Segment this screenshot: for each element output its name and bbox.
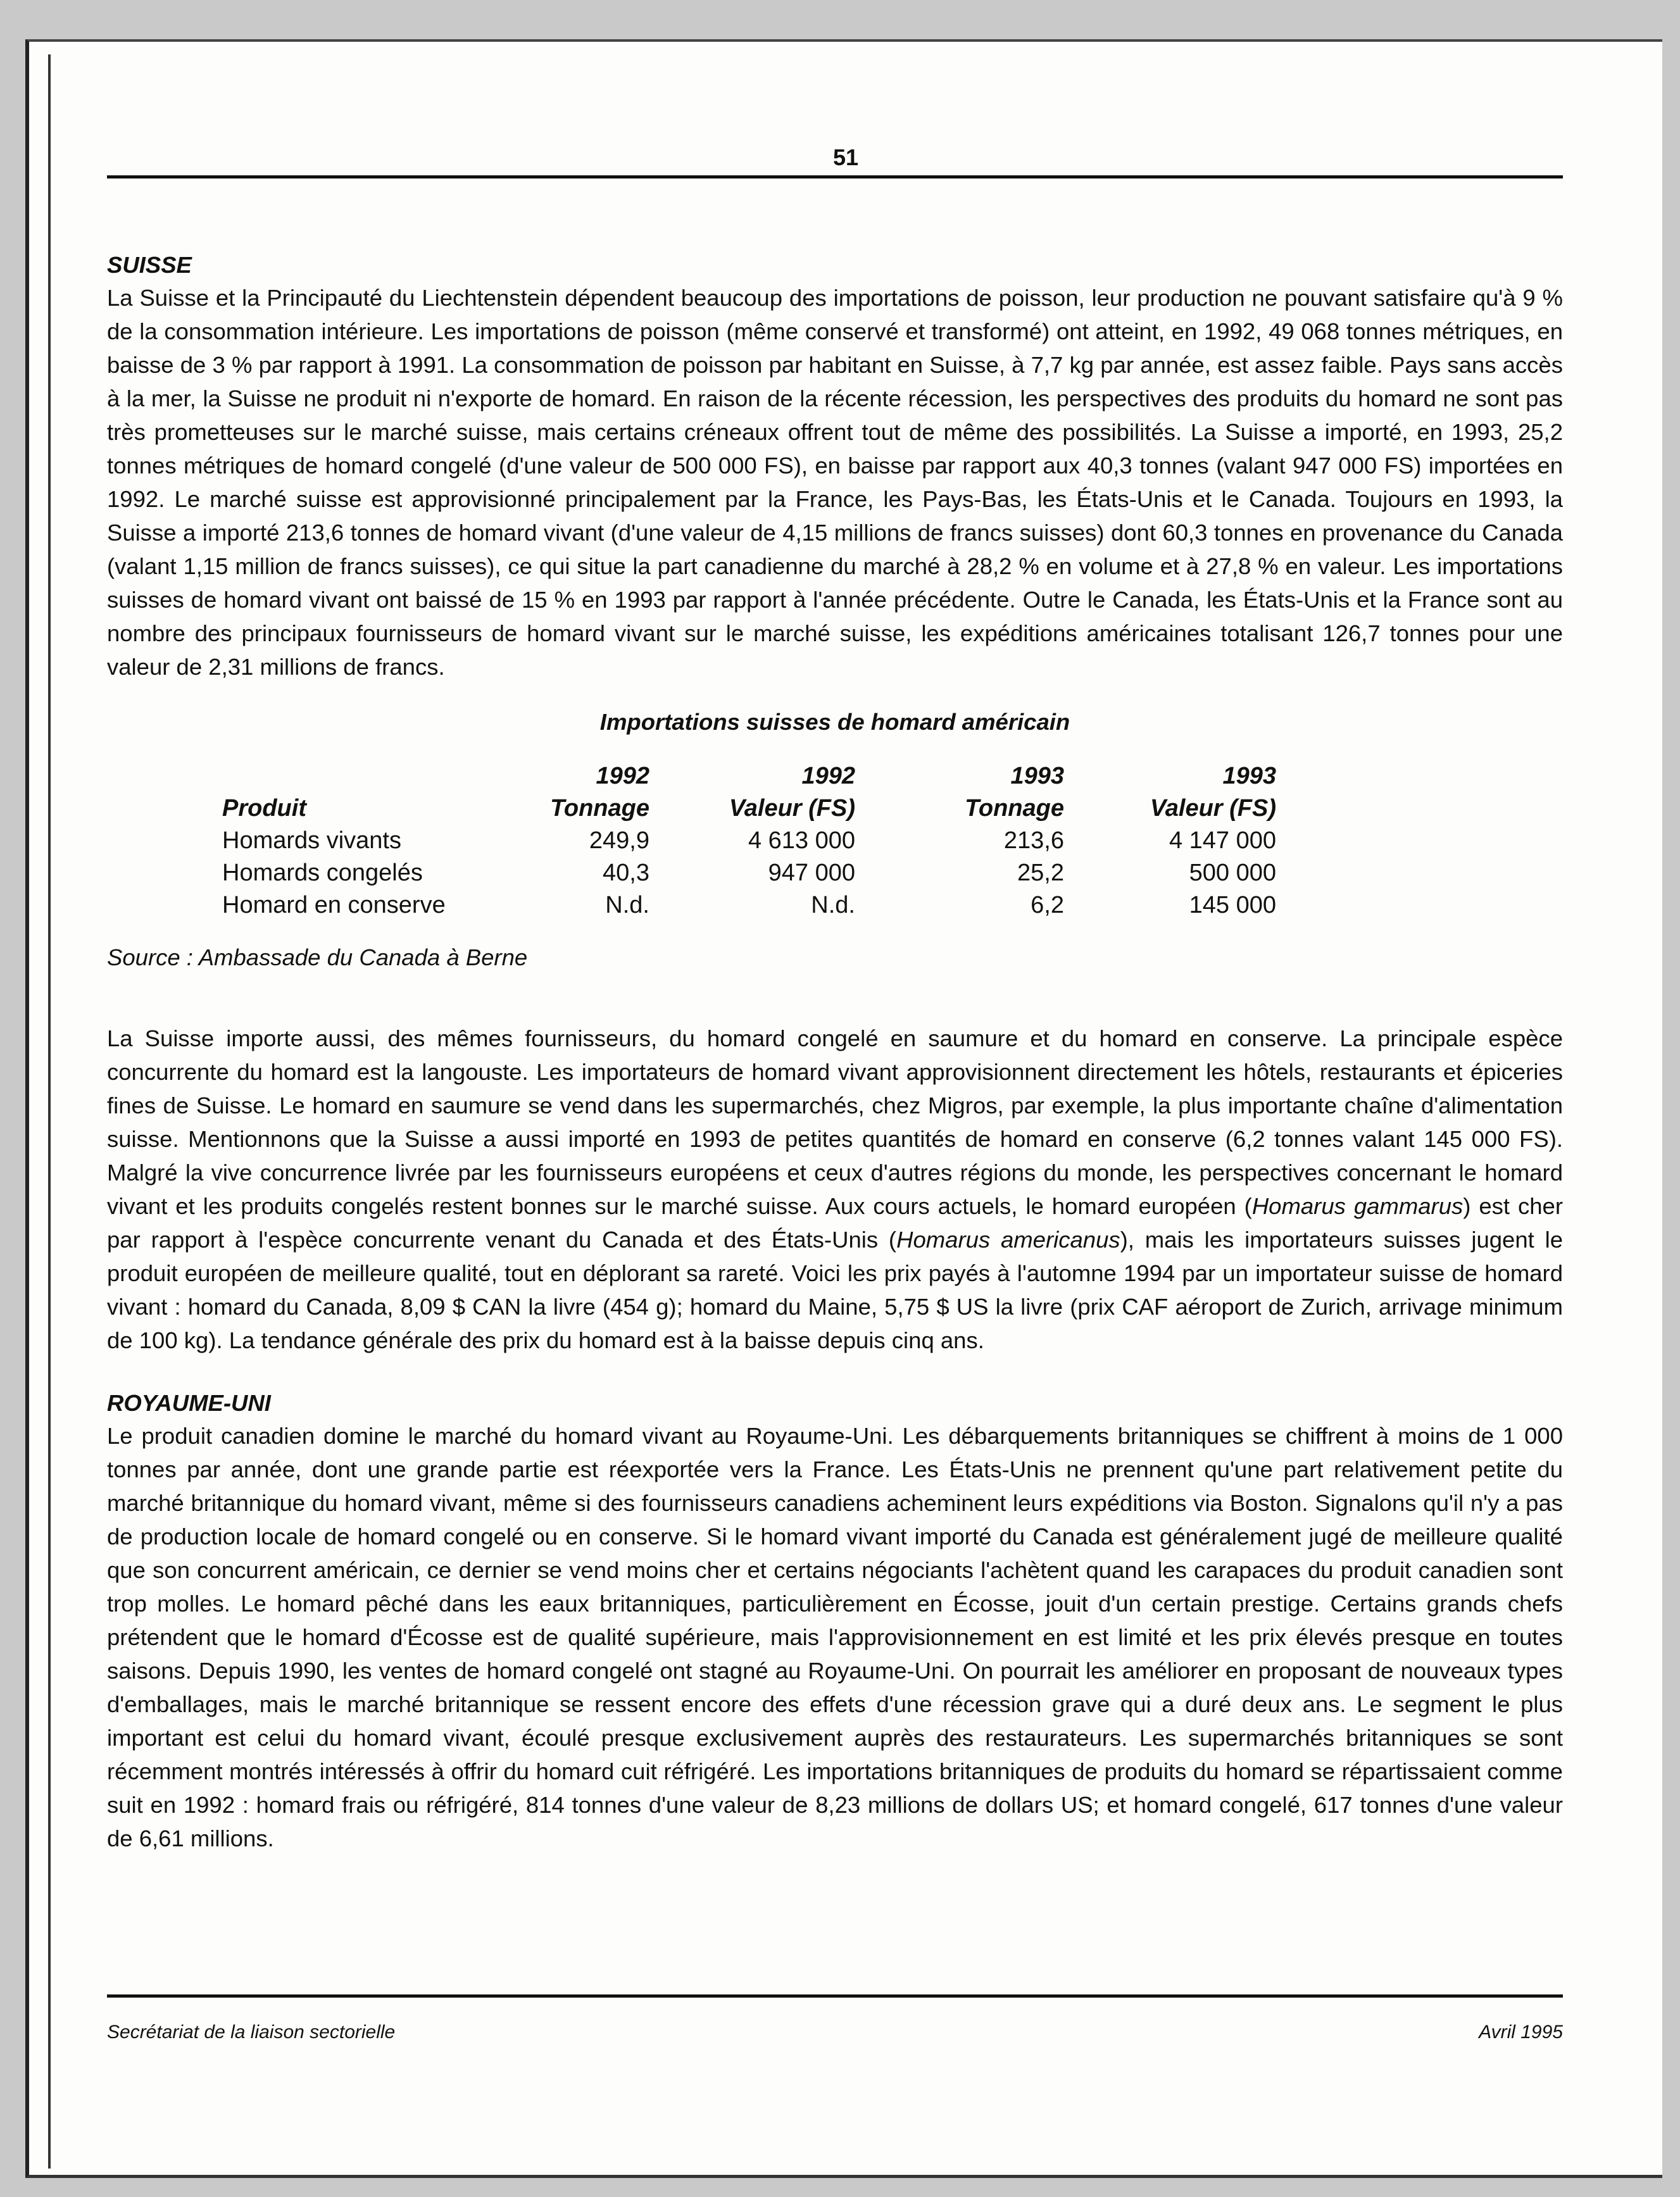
table-header-year: 1992	[596, 763, 649, 789]
table-source: Source : Ambassade du Canada à Berne	[107, 944, 528, 970]
table-cell: 40,3	[603, 860, 649, 886]
section-paragraph-royaume-uni: Le produit canadien domine le marché du homard vivant au Royaume-Uni. Les débarquements britanniques se chiffrent à moins de 1 000 tonnes par année, dont une grande partie est réexportée vers la France. Les États-Unis ne prennent qu'une part relativement petite du marché britannique du homard vivant, même si des fournisseurs canadiens acheminent leurs expéditions via Boston. Signalons qu'il n'y a pas de production locale de homard congelé ou en conserve. Si le homard vivant importé du Canada est généralement jugé de meilleure qualité que son concurrent américain, ce dernier se vend moins cher et certains négociants l'achètent quand les carapaces du produit canadien sont trop molles. Le homard pêché dans les eaux britanniques, particulièrement en Écosse, jouit d'un certain prestige. Certains grands chefs prétendent que le homard d'Écosse est de qualité supérieure, mais l'approvisionnement en est limité et les prix élevés presque en toutes saisons. Depuis 1990, les ventes de homard congelé ont stagné au Royaume-Uni. On pourrait les améliorer en proposant de nouveaux types d'emballages, mais le marché britannique se ressent encore des effets d'une récession grave qui a duré deux ans. Le segment le plus important est celui du homard vivant, écoulé presque exclusivement auprès des restaurateurs. Les supermarchés britanniques se sont récemment montrés intéressés à offrir du homard cuit réfrigéré. Les importations britanniques de produits du homard se répartissaient comme suit en 1992 : homard frais ou réfrigéré, 814 tonnes d'une valeur de 8,23 millions de dollars US; et homard congelé, 617 tonnes d'une valeur de 6,61 millions.	[107, 1423, 1563, 1851]
header-rule	[107, 175, 1563, 178]
table-row	[222, 825, 1276, 857]
lobster-import-table	[222, 760, 1276, 922]
table-header-produit: Produit	[222, 795, 306, 822]
table-header-year: 1993	[1222, 763, 1276, 789]
table-cell: 25,2	[1017, 860, 1064, 886]
table-cell: N.d.	[605, 892, 649, 918]
table-cell: Homard en conserve	[222, 892, 446, 918]
species-name-european: Homarus gammarus	[1251, 1193, 1464, 1219]
table-row	[222, 889, 1276, 922]
species-name-american: Homarus americanus	[896, 1227, 1120, 1253]
page-content	[107, 249, 1563, 1855]
table-header-year: 1992	[801, 763, 855, 789]
table-cell: N.d.	[811, 892, 855, 918]
table-cell: Homards vivants	[222, 827, 401, 854]
table-cell: 4 147 000	[1169, 827, 1276, 854]
section-heading-royaume-uni: ROYAUME-UNI	[107, 1390, 271, 1416]
table-cell: 145 000	[1189, 892, 1276, 918]
table-header-years	[222, 760, 1276, 792]
table-header-label: Valeur (FS)	[729, 795, 855, 822]
paragraph-text: ), mais les importateurs suisses jugent le produit européen de meilleure qualité, tout en déplorant sa rareté. Voici les prix payés à l'automne 1994 par un importateur suisse de homard vivant : homard du Canada, 8,09 $ CAN la livre (454 g); homard du Maine, 5,75 $ US la livre (prix CAF aéroport de Zurich, arrivage minimum de 100 kg). La tendance générale des prix du homard est à la baisse depuis cinq ans.	[107, 1227, 1564, 1353]
section-paragraph-suisse: La Suisse et la Principauté du Liechtenstein dépendent beaucoup des importations de poisson, leur production ne pouvant satisfaire qu'à 9 % de la consommation intérieure. Les importations de poisson (même conservé et transformé) ont atteint, en 1992, 49 068 tonnes métriques, en baisse de 3 % par rapport à 1991. La consommation de poisson par habitant en Suisse, à 7,7 kg par année, est assez faible. Pays sans accès à la mer, la Suisse ne produit ni n'exporte de homard. En raison de la récente récession, les perspectives des produits du homard ne sont pas très prometteuses sur le marché suisse, mais certains créneaux offrent tout de même des possibilités. La Suisse a importé, en 1993, 25,2 tonnes métriques de homard congelé (d'une valeur de 500 000 FS), en baisse par rapport aux 40,3 tonnes (valant 947 000 FS) importées en 1992. Le marché suisse est approvisionné principalement par la France, les Pays-Bas, les États-Unis et le Canada. Toujours en 1993, la Suisse a importé 213,6 tonnes de homard vivant (d'une valeur de 4,15 millions de francs suisses) dont 60,3 tonnes en provenance du Canada (valant 1,15 million de francs suisses), ce qui situe la part canadienne du marché à 28,2 % en volume et à 27,8 % en valeur. Les importations suisses de homard vivant ont baissé de 15 % en 1993 par rapport à l'année précédente. Outre le Canada, les États-Unis et la France sont au nombre des principaux fournisseurs de homard vivant sur le marché suisse, les expéditions américaines totalisant 126,7 tonnes pour une valeur de 2,31 millions de francs.	[107, 285, 1563, 680]
table-header-year: 1993	[1010, 763, 1064, 789]
paragraph-text: La Suisse importe aussi, des mêmes fournisseurs, du homard congelé en saumure et du homard en conserve. La principale espèce concurrente du homard est la langouste. Les importateurs de homard vivant approvisionnent directement les hôtels, restaurants et épiceries fines de Suisse. Le homard en saumure se vend dans les supermarchés, chez Migros, par exemple, la plus importante chaîne d'alimentation suisse. Mentionnons que la Suisse a aussi importé en 1993 de petites quantités de homard en conserve (6,2 tonnes valant 145 000 FS). Malgré la vive concurrence livrée par les fournisseurs européens et ceux d'autres régions du monde, les perspectives concernant le homard vivant et les produits congelés restent bonnes sur le marché suisse. Aux cours actuels, le homard européen (	[107, 1025, 1563, 1219]
table-cell: 213,6	[1003, 827, 1064, 854]
table-header-label: Tonnage	[965, 795, 1064, 822]
footer	[107, 2022, 1563, 2043]
table-header-label: Tonnage	[550, 795, 649, 822]
footer-left: Secrétariat de la liaison sectorielle	[107, 2022, 396, 2043]
table-header-empty	[222, 760, 475, 792]
paragraph-text: ) est cher par rapport à l'espèce concurrente venant du Canada et des États-Unis (	[107, 1193, 1563, 1253]
table-cell: 947 000	[768, 860, 855, 886]
page-number: 51	[832, 144, 859, 170]
table-header-labels	[222, 792, 1276, 825]
table-cell: 500 000	[1189, 860, 1276, 886]
footer-date: Avril 1995	[1479, 2022, 1563, 2043]
document-page	[25, 39, 1662, 2178]
table-cell: 249,9	[589, 827, 649, 854]
table-cell: Homards congelés	[222, 860, 423, 886]
table-title: Importations suisses de homard américain	[599, 709, 1070, 735]
footer-rule	[107, 1994, 1563, 1998]
section-heading-suisse: SUISSE	[107, 252, 192, 278]
paragraph-suisse-continued	[107, 1022, 1563, 1357]
table-cell: 6,2	[1031, 892, 1064, 918]
table-header-label: Valeur (FS)	[1150, 795, 1276, 822]
table-cell: 4 613 000	[748, 827, 855, 854]
table-row	[222, 857, 1276, 889]
